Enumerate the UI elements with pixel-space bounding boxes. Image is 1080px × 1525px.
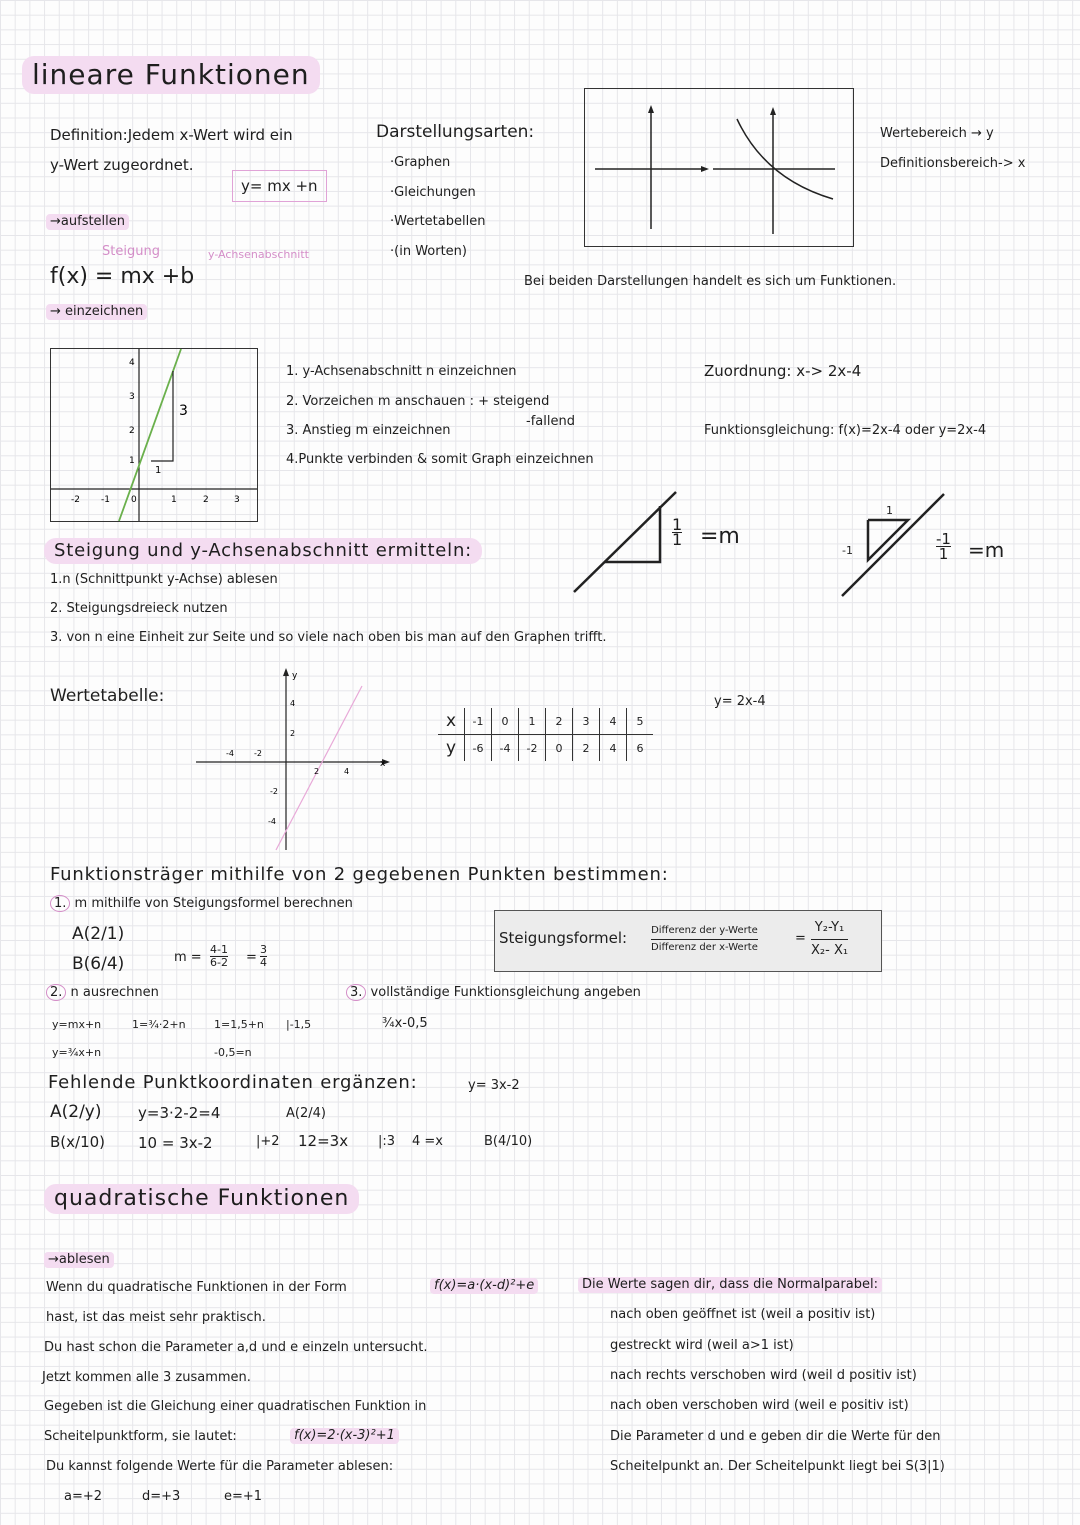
ermitteln-item: 3. von n eine Einheit zur Seite und so viele nach oben bis man auf den Graphen trifft. [50,630,607,645]
fehlende-b5: |:3 [378,1134,396,1149]
slope-triangle [151,371,173,461]
r-item: nach oben verschoben wird (weil e positiv ist) [610,1398,909,1413]
neg-slope-triangle [838,490,948,600]
q-text: Scheitelpunktform, sie lautet: [44,1429,237,1444]
tick-label: 1 [129,456,135,466]
step-2: 2. Vorzeichen m anschauen : + steigend [286,394,550,409]
point-A: A(2/1) [72,924,125,944]
steigungsformel-fraction: Differenz der y-Werte Differenz der x-Werte [651,923,758,956]
tick-label: 2 [314,767,320,776]
darst-item: ·Graphen [390,155,451,170]
table-cell: 6 [627,735,654,762]
fehlende-b7: B(4/10) [484,1134,533,1149]
neg-tri-side: -1 [842,544,853,557]
fehlende-b6: 4 =x [412,1134,443,1149]
page-title: lineare Funktionen [22,56,320,94]
zuordnung: Zuordnung: x-> 2x-4 [704,362,862,380]
r-title: Die Werte sagen dir, dass die Normalparabel: [578,1277,882,1293]
quadratisch-title: quadratische Funktionen [44,1184,359,1214]
tick-label: -1 [101,495,110,505]
pos-slope-triangle [570,488,683,598]
m-calc-fraction: 4-1 6-2 [210,943,228,969]
table-cell: -2 [519,735,546,762]
table-cell: -6 [465,735,492,762]
calc: 1=1,5+n [214,1018,264,1031]
tick-label: 0 [131,495,137,505]
fehlende-a3: A(2/4) [286,1106,326,1121]
tick-label: 4 [344,767,350,776]
beide-text: Bei beiden Darstellungen handelt es sich um Funktionen. [524,274,897,289]
m-calc-eq: = [246,950,257,965]
steigungsformel-eq: = [795,931,806,946]
table-cell: 1 [519,708,546,735]
wertetabelle-eq: y= 2x-4 [714,694,766,709]
arrow-icon [283,668,289,676]
step-1: 1. y-Achsenabschnitt n einzeichnen [286,364,517,379]
definitionsbereich: Definitionsbereich-> x [880,156,1026,171]
fehlende-b3: |+2 [256,1134,280,1149]
wertetabelle-table [438,708,653,761]
table-cell: 4 [600,735,627,762]
steigungsformel-label: Steigungsformel: [499,929,628,947]
ft-step3: 3. vollständige Funktionsgleichung angeben [346,985,641,1001]
tick-label: 1 [171,495,177,505]
m-pos-eq: =m [700,524,740,549]
f-formula: f(x) = mx +b [50,264,195,289]
definition-line1: Definition:Jedem x-Wert wird ein [50,126,293,144]
darstellungsarten-title: Darstellungsarten: [376,122,535,142]
q-param: e=+1 [224,1489,263,1504]
q-text: Du kannst folgende Werte für die Parameter ablesen: [46,1459,394,1474]
wertebereich: Wertebereich → y [880,126,994,141]
q-formel2: f(x)=2·(x-3)²+1 [290,1428,399,1444]
darst-item: ·Gleichungen [390,185,476,200]
q-param: a=+2 [64,1489,103,1504]
aufstellen-label: →aufstellen [46,214,129,230]
q-formel: f(x)=a·(x-d)²+e [430,1278,538,1294]
calc: -0,5=n [214,1046,252,1059]
tick-label: -2 [270,787,278,796]
formula-box: y= mx +n [232,170,327,202]
q-text: Du hast schon die Parameter a,d und e einzeln untersucht. [44,1340,428,1355]
calc: y=¾x+n [52,1046,102,1059]
step-3: 3. Anstieg m einzeichnen [286,423,451,438]
ermitteln-item: 2. Steigungsdreieck nutzen [50,601,228,616]
tick-label: 4 [290,699,296,708]
step-4: 4.Punkte verbinden & somit Graph einzeichnen [286,452,594,467]
table-cell: -4 [492,735,519,762]
triangle-line [842,494,944,596]
table-row [438,708,653,735]
tick-label: 4 [129,358,135,368]
axis-label: y [292,671,298,681]
tick-label: 2 [290,729,296,738]
fehlende-a1: A(2/y) [50,1102,102,1122]
q-text: hast, ist das meist sehr praktisch. [46,1310,266,1325]
ft-step1: 1. m mithilfe von Steigungsformel berechnen [50,896,353,912]
arrow-icon [648,105,654,113]
table-cell: 0 [492,708,519,735]
triangle-v-label: 3 [179,403,188,419]
definition-line2: y-Wert zugeordnet. [50,156,194,174]
ablesen-label: →ablesen [44,1252,114,1268]
einzeichnen-label: → einzeichnen [46,304,147,320]
tick-label: -2 [71,495,80,505]
table-cell: y [438,735,465,762]
curve [737,119,833,199]
wertetabelle-title: Wertetabelle: [50,686,165,706]
point-B: B(6/4) [72,954,125,974]
m-neg-eq: =m [968,538,1005,562]
steigungsformel-result: Y₂-Y₁ X₂- X₁ [811,917,848,962]
funktionsgleichung: Funktionsgleichung: f(x)=2x-4 oder y=2x-4 [704,423,987,438]
r-item: nach oben geöffnet ist (weil a positiv ist) [610,1307,876,1322]
ermitteln-title: Steigung und y-Achsenabschnitt ermitteln: [44,538,482,564]
m-neg-fraction: -1 1 [936,530,951,563]
tick-label: -4 [268,817,276,826]
graph-examples-svg [585,89,853,246]
r-item: Scheitelpunkt an. Der Scheitelpunkt liegt bei S(3|1) [610,1459,945,1474]
table-cell: 4 [600,708,627,735]
steigungsformel-box [494,910,882,972]
arrow-icon [701,166,709,172]
m-calc-label: m = [174,950,202,965]
table-cell: 2 [546,708,573,735]
q-text: Jetzt kommen alle 3 zusammen. [42,1370,251,1385]
neg-tri-top: 1 [886,504,893,517]
ermitteln-item: 1.n (Schnittpunkt y-Achse) ablesen [50,572,278,587]
q-text: Wenn du quadratische Funktionen in der Form [46,1280,347,1295]
axis-label: x [380,759,386,769]
darst-item: ·Wertetabellen [390,214,486,229]
yachse-label: y-Achsenabschnitt [208,248,309,261]
fehlende-b2: 10 = 3x-2 [138,1134,213,1152]
graph2-svg [196,666,396,850]
ft-step2: 2. n ausrechnen [46,985,159,1001]
r-item: gestreckt wird (weil a>1 ist) [610,1338,794,1353]
fehlende-eq: y= 3x-2 [468,1078,520,1093]
r-item: nach rechts verschoben wird (weil d positiv ist) [610,1368,917,1383]
calc: y=mx+n [52,1018,102,1031]
tick-label: 3 [234,495,240,505]
darst-item: ·(in Worten) [390,244,467,259]
table-cell: 3 [573,708,600,735]
m-pos-fraction: 1 1 [672,515,683,549]
table-cell: 2 [573,735,600,762]
triangle-edges [868,520,908,560]
table-cell: x [438,708,465,735]
steigung-label: Steigung [102,244,160,259]
graph1-box [50,348,258,522]
calc: |-1,5 [286,1018,312,1031]
tick-label: -2 [254,749,262,758]
m-calc-result: 3 4 [260,943,267,969]
tick-label: 3 [129,392,135,402]
r-item: Die Parameter d und e geben dir die Werte für den [610,1429,941,1444]
fehlende-b1: B(x/10) [50,1133,106,1151]
fehlende-title: Fehlende Punktkoordinaten ergänzen: [48,1072,418,1093]
step-2b: -fallend [526,414,575,429]
tick-label: 2 [203,495,209,505]
calc: 1=¾·2+n [132,1018,186,1031]
table-cell: -1 [465,708,492,735]
fehlende-a2: y=3·2-2=4 [138,1104,221,1122]
table-cell: 0 [546,735,573,762]
tick-label: 2 [129,426,135,436]
graph1-svg [51,349,257,521]
funktionstraeger-title: Funktionsträger mithilfe von 2 gegebenen Punkten bestimmen: [50,864,669,885]
q-param: d=+3 [142,1489,181,1504]
table-cell: 5 [627,708,654,735]
graph-examples-box [584,88,854,247]
calc-result: ¾x-0,5 [382,1016,428,1031]
fehlende-b4: 12=3x [298,1132,349,1150]
arrow-icon [770,107,776,115]
triangle-h-label: 1 [155,465,162,476]
table-row [438,735,653,762]
q-text: Gegeben ist die Gleichung einer quadratischen Funktion in [44,1399,427,1414]
tick-label: -4 [226,749,234,758]
